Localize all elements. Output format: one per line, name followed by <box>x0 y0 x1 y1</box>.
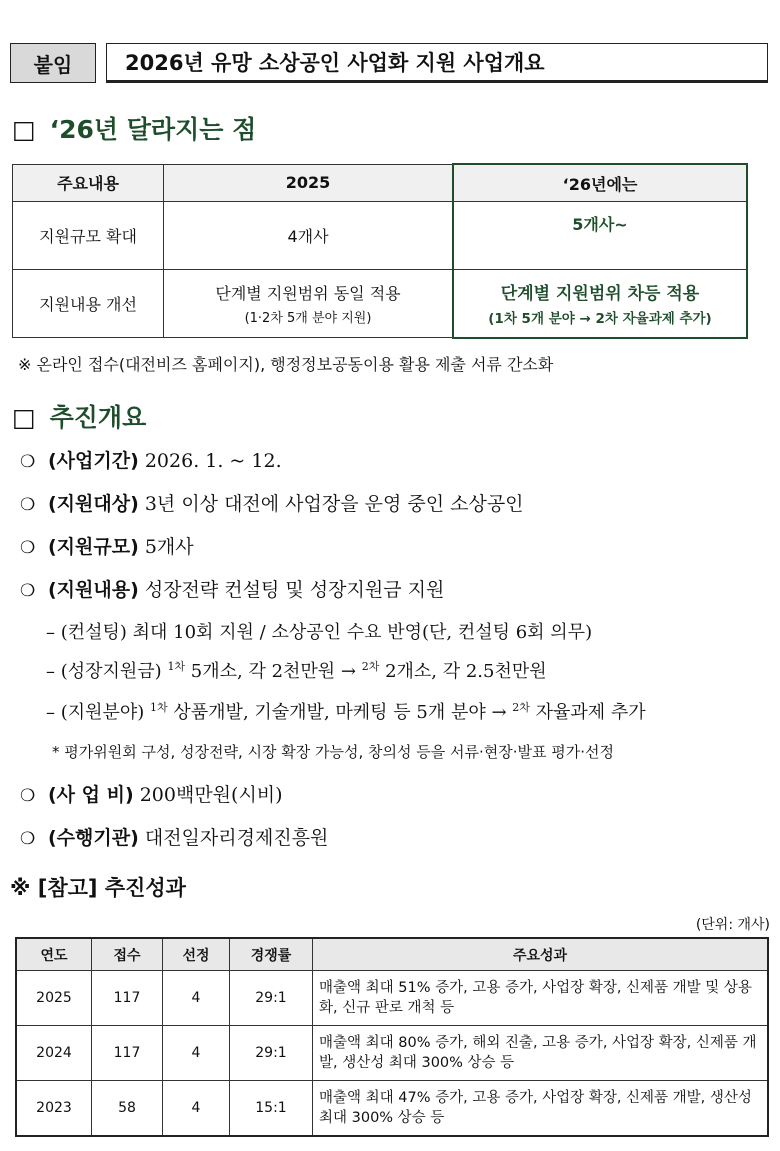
sub-consulting: – (컨설팅) 최대 10회 지원 / 소상공인 수요 반영(단, 컨설팅 6회 의무) <box>46 622 593 643</box>
cell-ratio: 15:1 <box>230 1081 313 1137</box>
document-header <box>10 43 768 85</box>
bullet-key: (사 업 비) <box>48 784 134 806</box>
cell-outcome: 매출액 최대 51% 증가, 고용 증가, 사업장 확장, 신제품 개발 및 상용화, 신규 판로 개척 등 <box>313 971 769 1026</box>
cell-ratio: 29:1 <box>230 1026 313 1081</box>
bullet-key: (지원내용) <box>48 579 139 601</box>
bullet-key: (지원규모) <box>48 536 139 558</box>
value-2025: 단계별 지원범위 동일 적용 <box>215 284 401 303</box>
cell-year: 2025 <box>16 971 92 1026</box>
cell-outcome: 매출액 최대 47% 증가, 고용 증가, 사업장 확장, 신제품 개발, 생산성 최대 300% 상승 등 <box>313 1081 769 1137</box>
comparison-table <box>12 163 748 339</box>
circle-bullet-icon: ❍ <box>20 452 36 472</box>
bullet-target <box>20 489 524 516</box>
cell-applied: 117 <box>92 1026 163 1081</box>
bullet-text: 대전일자리경제진흥원 <box>138 827 329 849</box>
sub-text: 5개소, 각 2천만원 → <box>185 661 362 682</box>
section-changes-title <box>12 110 256 146</box>
section-overview-label: 추진개요 <box>49 403 147 432</box>
reference-title: ※ [참고] 추진성과 <box>10 876 186 900</box>
bullet-text: 2026. 1. ~ 12. <box>138 450 282 472</box>
bullet-key: (지원대상) <box>48 493 139 515</box>
value-2026: 5개사~ <box>453 202 747 270</box>
col-header-2026: ‘26년에는 <box>453 164 747 202</box>
bullet-scale <box>20 532 194 559</box>
sub-text: 상품개발, 기술개발, 마케팅 등 5개 분야 → <box>167 702 513 723</box>
col-header-outcome: 주요성과 <box>313 938 769 971</box>
document-title: 2026년 유망 소상공인 사업화 지원 사업개요 <box>106 43 768 83</box>
value-2025: 4개사 <box>164 202 454 270</box>
sub-support-field <box>46 698 646 724</box>
cell-outcome: 매출액 최대 80% 증가, 해외 진출, 고용 증가, 사업장 확장, 신제품 개발, 생산성 최대 300% 상승 등 <box>313 1026 769 1081</box>
table-row <box>16 971 768 1026</box>
circle-bullet-icon: ❍ <box>20 495 36 515</box>
comparison-header-row <box>13 164 748 202</box>
cell-year: 2024 <box>16 1026 92 1081</box>
bullet-key: (사업기간) <box>48 450 139 472</box>
online-note: ※ 온라인 접수(대전비즈 홈페이지), 행정정보공동이용 활용 제출 서류 간소화 <box>18 355 554 374</box>
value-2026: 단계별 지원범위 차등 적용 <box>500 284 700 305</box>
sub-growth-fund <box>46 657 547 683</box>
cell-year: 2023 <box>16 1081 92 1137</box>
col-header-ratio: 경쟁률 <box>230 938 313 971</box>
checkbox-icon: □ <box>12 403 36 432</box>
sub-text: 2개소, 각 2.5천만원 <box>379 661 547 682</box>
table-row <box>16 1081 768 1137</box>
circle-bullet-icon: ❍ <box>20 786 36 806</box>
circle-bullet-icon: ❍ <box>20 581 36 601</box>
col-header-2025: 2025 <box>164 164 454 202</box>
circle-bullet-icon: ❍ <box>20 538 36 558</box>
sub-text: – (지원분야) <box>46 702 151 723</box>
value-2025-note: (1·2차 5개 분야 지원) <box>244 311 372 326</box>
sub-text: 자율과제 추가 <box>529 702 646 723</box>
cell-selected: 4 <box>163 1081 230 1137</box>
row-label: 지원내용 개선 <box>13 270 164 338</box>
bullet-period <box>20 446 282 473</box>
stage-1-sup: 1차 <box>167 660 186 673</box>
bullet-text: 3년 이상 대전에 사업장을 운영 중인 소상공인 <box>138 493 524 515</box>
stage-1-sup: 1차 <box>150 701 168 714</box>
value-2026-cell <box>453 270 747 338</box>
section-changes-label: ‘26년 달라지는 점 <box>49 115 257 144</box>
col-header-applied: 접수 <box>92 938 163 971</box>
bullet-agency <box>20 823 328 850</box>
evaluation-footnote: * 평가위원회 구성, 성장전략, 시장 확장 가능성, 창의성 등을 서류·현장·발표 평가·선정 <box>52 743 614 761</box>
comparison-row <box>13 202 748 270</box>
cell-ratio: 29:1 <box>230 971 313 1026</box>
unit-label: (단위: 개사) <box>695 917 770 933</box>
stage-2-sup: 2차 <box>361 660 380 673</box>
results-table <box>15 937 769 1137</box>
cell-applied: 117 <box>92 971 163 1026</box>
col-header-year: 연도 <box>16 938 92 971</box>
bullet-key: (수행기관) <box>48 827 139 849</box>
cell-selected: 4 <box>163 971 230 1026</box>
bullet-content <box>20 575 444 602</box>
col-header-content: 주요내용 <box>13 164 164 202</box>
table-row <box>16 1026 768 1081</box>
cell-applied: 58 <box>92 1081 163 1137</box>
bullet-text: 5개사 <box>138 536 194 558</box>
row-label: 지원규모 확대 <box>13 202 164 270</box>
sub-text: – (성장지원금) <box>46 661 168 682</box>
value-2025-cell <box>164 270 454 338</box>
value-2026-note: (1차 5개 분야 → 2차 자율과제 추가) <box>488 311 712 328</box>
section-overview-title <box>12 398 146 434</box>
bullet-text: 성장전략 컨설팅 및 성장지원금 지원 <box>138 579 445 601</box>
bullet-budget <box>20 780 283 807</box>
bullet-text: 200백만원(시비) <box>133 784 283 806</box>
results-header-row <box>16 938 768 971</box>
stage-2-sup: 2차 <box>512 701 530 714</box>
col-header-selected: 선정 <box>163 938 230 971</box>
checkbox-icon: □ <box>12 115 36 144</box>
comparison-row <box>13 270 748 338</box>
cell-selected: 4 <box>163 1026 230 1081</box>
circle-bullet-icon: ❍ <box>20 829 36 849</box>
attachment-tag: 붙임 <box>10 43 96 83</box>
